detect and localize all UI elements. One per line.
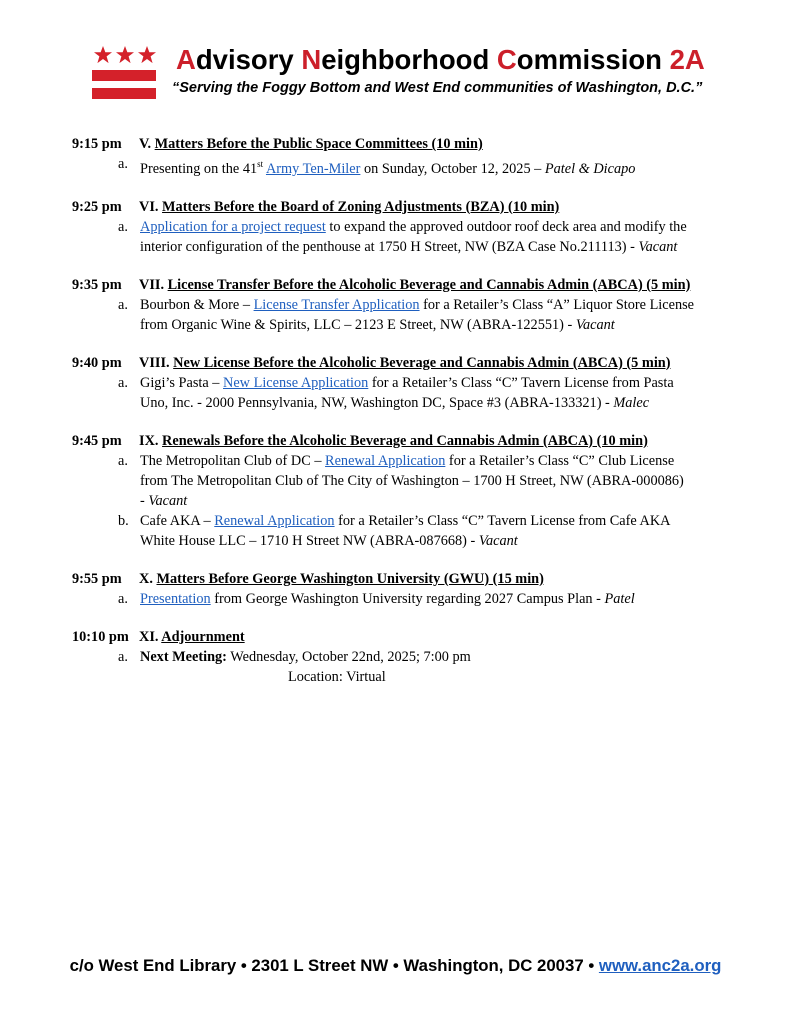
agenda-item: a. Bourbon & More – License Transfer Application for a Retailer’s Class “A” Liquor Store License from Organic Wine & Spirits, LLC – 2123 E Street, NW (ABRA-122551) - Vacant bbox=[118, 296, 695, 333]
letterhead bbox=[92, 42, 772, 102]
presenter: Vacant bbox=[478, 532, 518, 549]
section-heading: VII. License Transfer Before the Alcoholic Beverage and Cannabis Admin (ABCA) (5 min) bbox=[139, 276, 691, 293]
presenter: Vacant bbox=[575, 316, 615, 333]
footer-address: c/o West End Library • 2301 L Street NW • Washington, DC 20037 • www.anc2a.org bbox=[69, 956, 722, 975]
dc-flag-logo bbox=[92, 46, 158, 100]
agenda-item: b. Cafe AKA – Renewal Application for a Retailer’s Class “C” Tavern License from Cafe AKA White House LLC – 1710 H Street NW (ABRA-087668) - Vacant bbox=[118, 512, 671, 549]
agenda-item: a. Presentation from George Washington University regarding 2027 Campus Plan - Patel bbox=[118, 590, 635, 607]
agenda-section bbox=[0, 353, 791, 413]
section-heading: XI. Adjournment bbox=[139, 628, 245, 645]
presentation-link[interactable]: Presentation bbox=[140, 590, 211, 607]
new-license-link[interactable]: New License Application bbox=[223, 374, 369, 391]
next-meeting-value: Wednesday, October 22nd, 2025; 7:00 pm bbox=[226, 648, 471, 665]
agenda-section bbox=[0, 134, 791, 179]
page-title: Advisory Neighborhood Commission 2A bbox=[176, 44, 705, 75]
agenda-section bbox=[0, 569, 791, 609]
section-time: 9:40 pm bbox=[72, 354, 122, 371]
agenda-item: a. Presenting on the 41st Army Ten-Miler on Sunday, October 12, 2025 – Patel & Dicapo bbox=[118, 156, 636, 177]
section-time: 9:35 pm bbox=[72, 276, 122, 293]
renewal-application-link[interactable]: Renewal Application bbox=[214, 512, 335, 529]
star-icon bbox=[138, 46, 156, 64]
license-transfer-link[interactable]: License Transfer Application bbox=[253, 296, 420, 313]
flag-bar bbox=[92, 88, 156, 99]
renewal-application-link[interactable]: Renewal Application bbox=[325, 452, 446, 469]
section-heading: X. Matters Before George Washington University (GWU) (15 min) bbox=[139, 570, 544, 587]
section-time: 9:15 pm bbox=[72, 136, 122, 152]
section-heading: VI. Matters Before the Board of Zoning Adjustments (BZA) (10 min) bbox=[139, 198, 560, 215]
meeting-location: Location: Virtual bbox=[288, 668, 386, 685]
section-heading: VIII. New License Before the Alcoholic Beverage and Cannabis Admin (ABCA) (5 min) bbox=[139, 354, 671, 371]
army-ten-miler-link[interactable]: Army Ten-Miler bbox=[265, 160, 361, 177]
section-heading: IX. Renewals Before the Alcoholic Beverage and Cannabis Admin (ABCA) (10 min) bbox=[139, 432, 648, 449]
agenda bbox=[0, 134, 791, 705]
star-icon bbox=[116, 46, 134, 64]
agenda-section bbox=[0, 197, 791, 257]
next-meeting-label: Next Meeting: bbox=[140, 648, 227, 665]
agenda-item: a. Next Meeting: Wednesday, October 22nd, 2025; 7:00 pm Location: Virtual bbox=[0, 647, 791, 687]
agenda-item: a. The Metropolitan Club of DC – Renewal Application for a Retailer’s Class “C” Club License from The Metropolitan Club of The City of Washington – 1700 H Street, NW (ABRA-000086) - Vacant bbox=[118, 452, 684, 509]
section-time: 9:25 pm bbox=[72, 198, 122, 215]
presenter: Malec bbox=[613, 394, 650, 411]
bza-application-link[interactable]: Application for a project request bbox=[140, 218, 326, 235]
star-icon bbox=[94, 46, 112, 64]
presenter: Vacant bbox=[148, 492, 188, 509]
agenda-item: a. Gigi’s Pasta – New License Application for a Retailer’s Class “C” Tavern License from Pasta Uno, Inc. - 2000 Pennsylvania, NW, Washington DC, Space #3 (ABRA-133321) - Malec bbox=[118, 374, 674, 411]
website-link[interactable]: www.anc2a.org bbox=[598, 956, 722, 975]
agenda-item: a. Application for a project request to expand the approved outdoor roof deck area and modify the interior configuration of the penthouse at 1750 H Street, NW (BZA Case No.211113) - Vacant bbox=[118, 218, 687, 255]
section-time: 10:10 pm bbox=[72, 628, 129, 645]
section-time: 9:45 pm bbox=[72, 432, 122, 449]
agenda-section bbox=[0, 431, 791, 551]
agenda-section bbox=[0, 627, 791, 687]
presenter: Patel bbox=[604, 590, 635, 607]
section-heading: V. Matters Before the Public Space Committees (10 min) bbox=[139, 136, 483, 152]
presenter: Patel & Dicapo bbox=[544, 160, 636, 177]
section-time: 9:55 pm bbox=[72, 570, 122, 587]
flag-bar bbox=[92, 70, 156, 81]
tagline: “Serving the Foggy Bottom and West End communities of Washington, D.C.” bbox=[172, 80, 703, 96]
presenter: Vacant bbox=[638, 238, 678, 255]
agenda-section bbox=[0, 275, 791, 335]
